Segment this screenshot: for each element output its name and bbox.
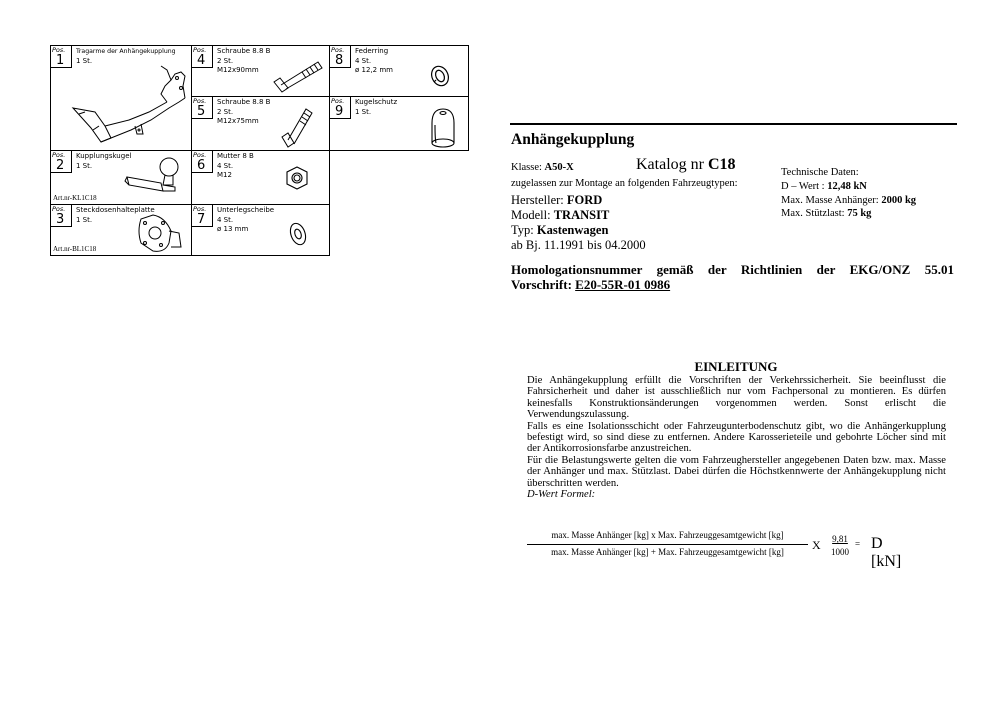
part-name: Schraube 8.8 B (217, 47, 271, 55)
einleitung-heading: EINLEITUNG (694, 359, 778, 374)
pos-number: 5 (197, 104, 206, 119)
part-name: Unterlegscheibe (217, 206, 275, 214)
part-qty: 4 St. (217, 215, 234, 224)
stuetzlast-label: Max. Stützlast: (781, 208, 845, 219)
einleitung-body (527, 375, 946, 500)
klasse-line (511, 162, 574, 173)
dwert-value: 12,48 kN (827, 181, 867, 192)
tow-bar-arms-drawing (71, 64, 189, 150)
modell-line (511, 208, 609, 223)
formula-times: X (812, 538, 821, 552)
pos-number: 6 (197, 158, 206, 173)
part-cell-4 (191, 45, 330, 97)
einleitung-paragraph-2: Falls es eine Isolationsschicht oder Fahrzeugunterbodenschutz gibt, wo die Anhängerkupplung befestigt wird, so sind diese zu entfernen. Andere Karosserieteile und gebohrte Löcher sind mit der Antikorrosionsfarbe anzustreichen. (527, 420, 946, 455)
pos-number: 1 (56, 53, 65, 68)
part-qty: 2 St. (217, 107, 234, 116)
einleitung-paragraph-1: Die Anhängekupplung erfüllt die Vorschriften der Verkehrssicherheit. Sie beeinflusst die Fahrsicherheit und daher ist ausschließlich nur vom Fachpersonal zu montieren. Es dürfen keinesfalls Konstruktionsänderungen vorgenommen werden. Sonst erlischt die Verwendungszulassung. (527, 375, 946, 421)
pos-label: Pos. (193, 205, 207, 213)
coupling-ball-drawing (121, 155, 187, 195)
pos-number: 4 (197, 53, 206, 68)
article-number: Art.nr-BL1C18 (53, 245, 97, 253)
part-qty: 1 St. (76, 56, 93, 65)
part-cell-3 (50, 204, 192, 256)
dwert-label: D – Wert : (781, 181, 825, 192)
katalog-line (636, 156, 736, 174)
pos-number: 8 (335, 53, 344, 68)
hersteller-label: Hersteller: (511, 193, 564, 207)
part-name: Tragarme der Anhängekupplung (76, 48, 176, 55)
part-cell-2 (50, 150, 192, 205)
homologation-line: Homologationsnummer gemäß der Richtlinien der EKG/ONZ 55.01 (511, 262, 954, 277)
part-size: M12x90mm (217, 66, 259, 74)
homologation-block (511, 262, 954, 292)
header-rule (510, 123, 957, 125)
part-size: ø 13 mm (217, 225, 249, 233)
pos-label: Pos. (52, 205, 66, 213)
typ-label: Typ: (511, 223, 534, 237)
part-name: Steckdosenhalteplatte (76, 206, 155, 214)
part-qty: 4 St. (355, 56, 372, 65)
hersteller-value: FORD (566, 193, 603, 207)
pos-label: Pos. (52, 151, 66, 159)
pos-label: Pos. (193, 46, 207, 54)
typ-line (511, 223, 608, 238)
pos-number: 3 (56, 212, 65, 227)
vorschrift-value: E20-55R-01 0986 (575, 277, 671, 292)
maxmasse-line (781, 195, 916, 206)
katalog-label: Katalog nr (636, 156, 704, 173)
pos-number: 9 (335, 104, 344, 119)
part-cell-6 (191, 150, 330, 205)
formula-g-numerator: 9,81 (832, 534, 848, 544)
spring-washer-drawing (428, 64, 452, 88)
einleitung-paragraph-3: Für die Belastungswerte gelten die vom Fahrzeughersteller angegebenen Daten bzw. max. Masse der Anhänger und max. Stützlast. Dabei dürfen die Höchstkennwerte der Anhängekupplung nicht überschritten werden. (527, 454, 946, 489)
bolt-m12x90-drawing (272, 54, 328, 96)
socket-bracket-drawing (131, 211, 187, 255)
modell-value: TRANSIT (553, 208, 610, 222)
formula-denominator: max. Masse Anhänger [kg] + Max. Fahrzeuggesamtgewicht [kg] (551, 547, 784, 557)
zugelassen-text: zugelassen zur Montage an folgenden Fahrzeugtypen: (511, 178, 738, 189)
baujahr-text: ab Bj. 11.1991 bis 04.2000 (511, 238, 646, 252)
maxmasse-label: Max. Masse Anhänger: (781, 195, 879, 206)
maxmasse-value: 2000 kg (881, 195, 917, 206)
modell-label: Modell: (511, 208, 551, 222)
part-qty: 1 St. (76, 215, 93, 224)
typ-value: Kastenwagen (536, 223, 609, 237)
part-name: Kupplungskugel (76, 152, 132, 160)
pos-number: 7 (197, 212, 206, 227)
part-name: Federring (355, 47, 389, 55)
part-qty: 2 St. (217, 56, 234, 65)
part-name: Mutter 8 B (217, 152, 254, 160)
klasse-label: Klasse: (511, 162, 542, 173)
dwert-formel-label: D-Wert Formel: (527, 489, 596, 501)
pos-label: Pos. (331, 97, 345, 105)
hex-nut-drawing (284, 165, 310, 191)
part-cell-1 (50, 45, 192, 151)
pos-label: Pos. (193, 97, 207, 105)
page-title: Anhängekupplung (511, 131, 635, 148)
formula-result: D [kN] (871, 535, 902, 570)
klasse-value: A50-X (544, 162, 574, 173)
pos-label: Pos. (331, 46, 345, 54)
part-qty: 4 St. (217, 161, 234, 170)
formula-numerator: max. Masse Anhänger [kg] x Max. Fahrzeuggesamtgewicht [kg] (551, 530, 784, 540)
stuetzlast-value: 75 kg (847, 208, 872, 219)
dwert-line (781, 181, 867, 192)
part-qty: 1 St. (355, 107, 372, 116)
formula-fraction-bar (527, 544, 808, 545)
part-qty: 1 St. (76, 161, 93, 170)
pos-label: Pos. (193, 151, 207, 159)
tech-heading: Technische Daten: (781, 167, 859, 178)
part-cell-9 (329, 96, 469, 151)
part-name: Kugelschutz (355, 98, 398, 106)
hersteller-line (511, 193, 602, 208)
article-number: Art.nr-KL1C18 (53, 194, 97, 202)
part-size: ø 12,2 mm (355, 66, 393, 74)
formula-equals: = (855, 539, 861, 549)
katalog-value: C18 (707, 156, 736, 173)
part-size: M12 (217, 171, 232, 179)
bolt-m12x75-drawing (278, 103, 318, 151)
part-cell-7 (191, 204, 330, 256)
vorschrift-label: Vorschrift: (511, 277, 572, 292)
ball-cover-drawing (428, 105, 458, 149)
pos-label: Pos. (52, 46, 66, 54)
flat-washer-drawing (286, 221, 310, 247)
part-size: M12x75mm (217, 117, 259, 125)
pos-number: 2 (56, 158, 65, 173)
part-cell-5 (191, 96, 330, 151)
stuetzlast-line (781, 208, 871, 219)
part-name: Schraube 8.8 B (217, 98, 271, 106)
formula-g-denominator: 1000 (831, 547, 849, 557)
part-cell-8 (329, 45, 469, 97)
